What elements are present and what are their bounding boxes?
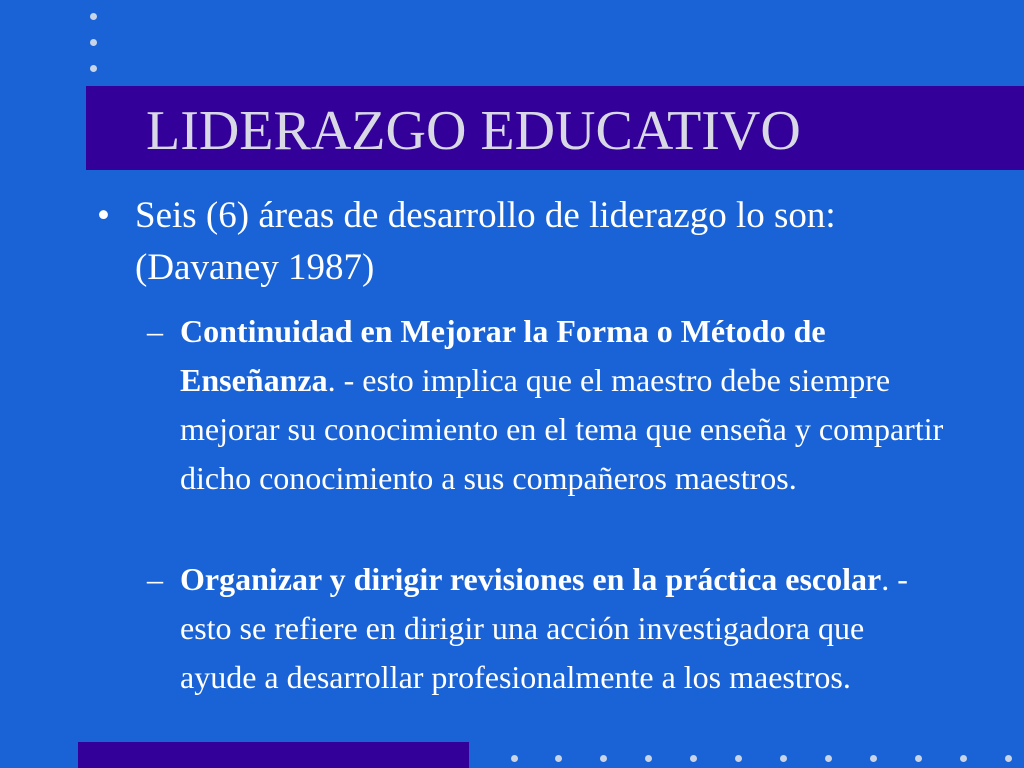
sub-item-2-heading: Organizar y dirigir revisiones en la práctica escolar <box>180 561 882 597</box>
decorative-dot <box>825 755 832 762</box>
sub-item-1-description: . - esto implica que el maestro debe siempre mejorar su conocimiento en el tema que enseña y compartir dicho conocimiento a sus compañeros maestros. <box>180 362 944 496</box>
dash-marker: – <box>147 561 163 597</box>
bullet-marker: • <box>97 195 110 236</box>
decorative-dot <box>735 755 742 762</box>
main-bullet <box>97 190 927 294</box>
sub-item-2 <box>147 555 947 702</box>
decorative-dot <box>1005 755 1012 762</box>
decorative-dot <box>960 755 967 762</box>
decorative-dot <box>511 755 518 762</box>
slide-title: LIDERAZGO EDUCATIVO <box>146 100 801 162</box>
decorative-dot <box>600 755 607 762</box>
sub-item-1-text <box>180 307 947 503</box>
sub-item-2-text <box>180 555 947 702</box>
sub-item-1-heading: Continuidad en Mejorar la Forma o Método de Enseñanza <box>180 313 826 398</box>
main-bullet-text: Seis (6) áreas de desarrollo de liderazgo lo son: (Davaney 1987) <box>135 195 836 288</box>
bottom-bar <box>78 742 469 768</box>
sub-item-1 <box>147 307 947 503</box>
decorative-dot <box>555 755 562 762</box>
sub-item-2-description: . - esto se refiere en dirigir una acción investigadora que ayude a desarrollar profesionalmente a los maestros. <box>180 561 908 695</box>
decorative-dot <box>645 755 652 762</box>
dash-marker: – <box>147 313 163 349</box>
decorative-dot <box>90 39 97 46</box>
decorative-dot <box>915 755 922 762</box>
decorative-dot <box>780 755 787 762</box>
decorative-dot <box>870 755 877 762</box>
decorative-dot <box>90 65 97 72</box>
decorative-dot <box>690 755 697 762</box>
decorative-dot <box>90 13 97 20</box>
